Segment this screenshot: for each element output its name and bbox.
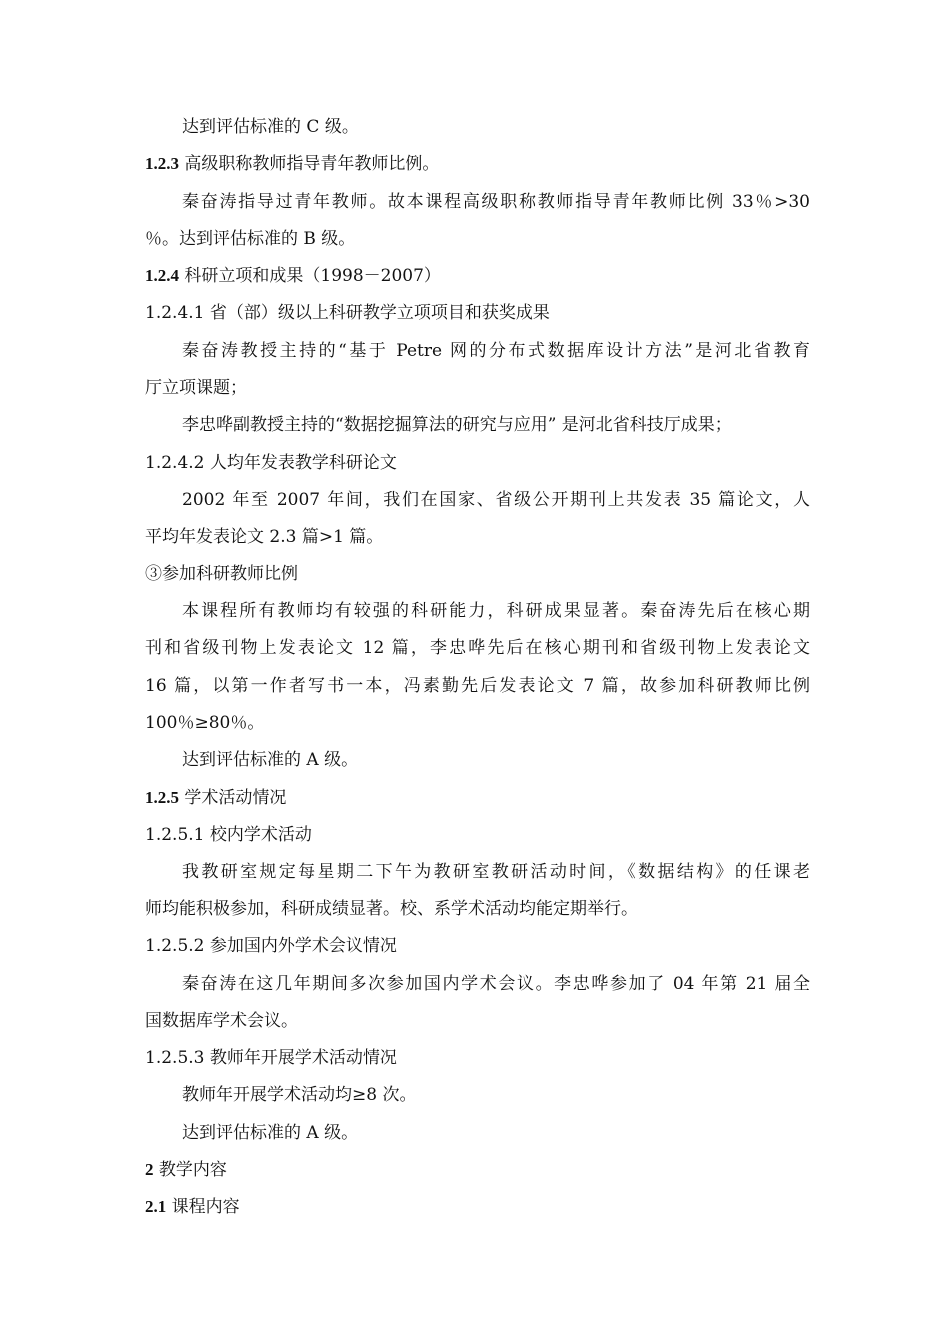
text: 刊和省级刊物上发表论文 12 篇，李忠哗先后在核心期刊和省级刊物上发表论文 — [145, 638, 810, 658]
text: 厅立项课题； — [145, 378, 247, 398]
section-title: 教学内容 — [153, 1160, 227, 1180]
text: 师均能积极参加，科研成绩显著。校、系学术活动均能定期举行。 — [145, 899, 638, 919]
paragraph-line — [145, 638, 810, 658]
paragraph-line — [145, 899, 810, 919]
paragraph-line — [145, 378, 810, 398]
paragraph-line — [182, 192, 810, 212]
text: 我教研室规定每星期二下午为教研室教研活动时间，《数据结构》的任课老 — [182, 862, 810, 882]
paragraph-line — [145, 713, 810, 733]
text: 1.2.5.3 教师年开展学术活动情况 — [145, 1048, 397, 1068]
section-title: 课程内容 — [166, 1197, 240, 1217]
section-number: 2.1 — [145, 1197, 167, 1216]
subsection-heading — [145, 936, 810, 956]
section-number: 2 — [145, 1160, 154, 1179]
section-title: 高级职称教师指导青年教师比例。 — [179, 154, 440, 174]
section-heading-1-2-3 — [145, 154, 810, 174]
text: 2002 年至 2007 年间，我们在国家、省级公开期刊上共发表 35 篇论文，人 — [182, 490, 810, 510]
paragraph-line — [145, 229, 810, 249]
text: 秦奋涛教授主持的“基于 Petre 网的分布式数据库设计方法”是河北省教育 — [182, 341, 810, 361]
text: 教师年开展学术活动均≥8 次。 — [182, 1085, 417, 1105]
section-heading-2-1 — [145, 1197, 810, 1217]
paragraph-line — [145, 676, 810, 696]
text: 1.2.4.2 人均年发表教学科研论文 — [145, 453, 397, 473]
paragraph-line — [145, 1011, 810, 1031]
text: 达到评估标准的 A 级。 — [182, 1123, 359, 1143]
section-title: 科研立项和成果（1998－2007） — [179, 266, 441, 286]
text: 秦奋涛指导过青年教师。故本课程高级职称教师指导青年教师比例 33％>30 — [182, 192, 810, 212]
text: 平均年发表论文 2.3 篇>1 篇。 — [145, 527, 384, 547]
subsection-heading — [145, 1048, 810, 1068]
paragraph-line — [182, 341, 810, 361]
text: 国数据库学术会议。 — [145, 1011, 298, 1031]
subsection-heading — [145, 564, 810, 584]
section-number: 1.2.4 — [145, 266, 179, 285]
paragraph-line — [182, 1123, 810, 1143]
subsection-heading — [145, 303, 810, 323]
paragraph-line — [145, 527, 810, 547]
text: 100％≥80％。 — [145, 713, 265, 733]
section-number: 1.2.5 — [145, 788, 179, 807]
text: 16 篇，以第一作者写书一本，冯素勤先后发表论文 7 篇，故参加科研教师比例 — [145, 676, 810, 696]
text: 秦奋涛在这几年期间多次参加国内学术会议。李忠哗参加了 04 年第 21 届全 — [182, 974, 810, 994]
section-heading-1-2-4 — [145, 266, 810, 286]
paragraph-line — [182, 974, 810, 994]
section-number: 1.2.3 — [145, 154, 179, 173]
section-title: 学术活动情况 — [179, 788, 287, 808]
paragraph-line — [182, 862, 810, 882]
text: 李忠哗副教授主持的“数据挖掘算法的研究与应用” 是河北省科技厅成果； — [182, 415, 732, 435]
subsection-heading — [145, 825, 810, 845]
paragraph-line — [182, 601, 810, 621]
text: ③参加科研教师比例 — [145, 564, 298, 584]
chapter-heading-2 — [145, 1160, 810, 1180]
text: 本课程所有教师均有较强的科研能力，科研成果显著。秦奋涛先后在核心期 — [182, 601, 810, 621]
text: 达到评估标准的 A 级。 — [182, 750, 359, 770]
text: 达到评估标准的 C 级。 — [182, 117, 359, 137]
paragraph-line — [182, 117, 810, 137]
text: 1.2.4.1 省（部）级以上科研教学立项项目和获奖成果 — [145, 303, 550, 323]
paragraph-line — [182, 415, 810, 435]
paragraph-line — [182, 490, 810, 510]
paragraph-line — [182, 1085, 810, 1105]
text: 1.2.5.2 参加国内外学术会议情况 — [145, 936, 397, 956]
section-heading-1-2-5 — [145, 788, 810, 808]
text: 1.2.5.1 校内学术活动 — [145, 825, 312, 845]
text: ％。达到评估标准的 B 级。 — [145, 229, 356, 249]
subsection-heading — [145, 453, 810, 473]
paragraph-line — [182, 750, 810, 770]
